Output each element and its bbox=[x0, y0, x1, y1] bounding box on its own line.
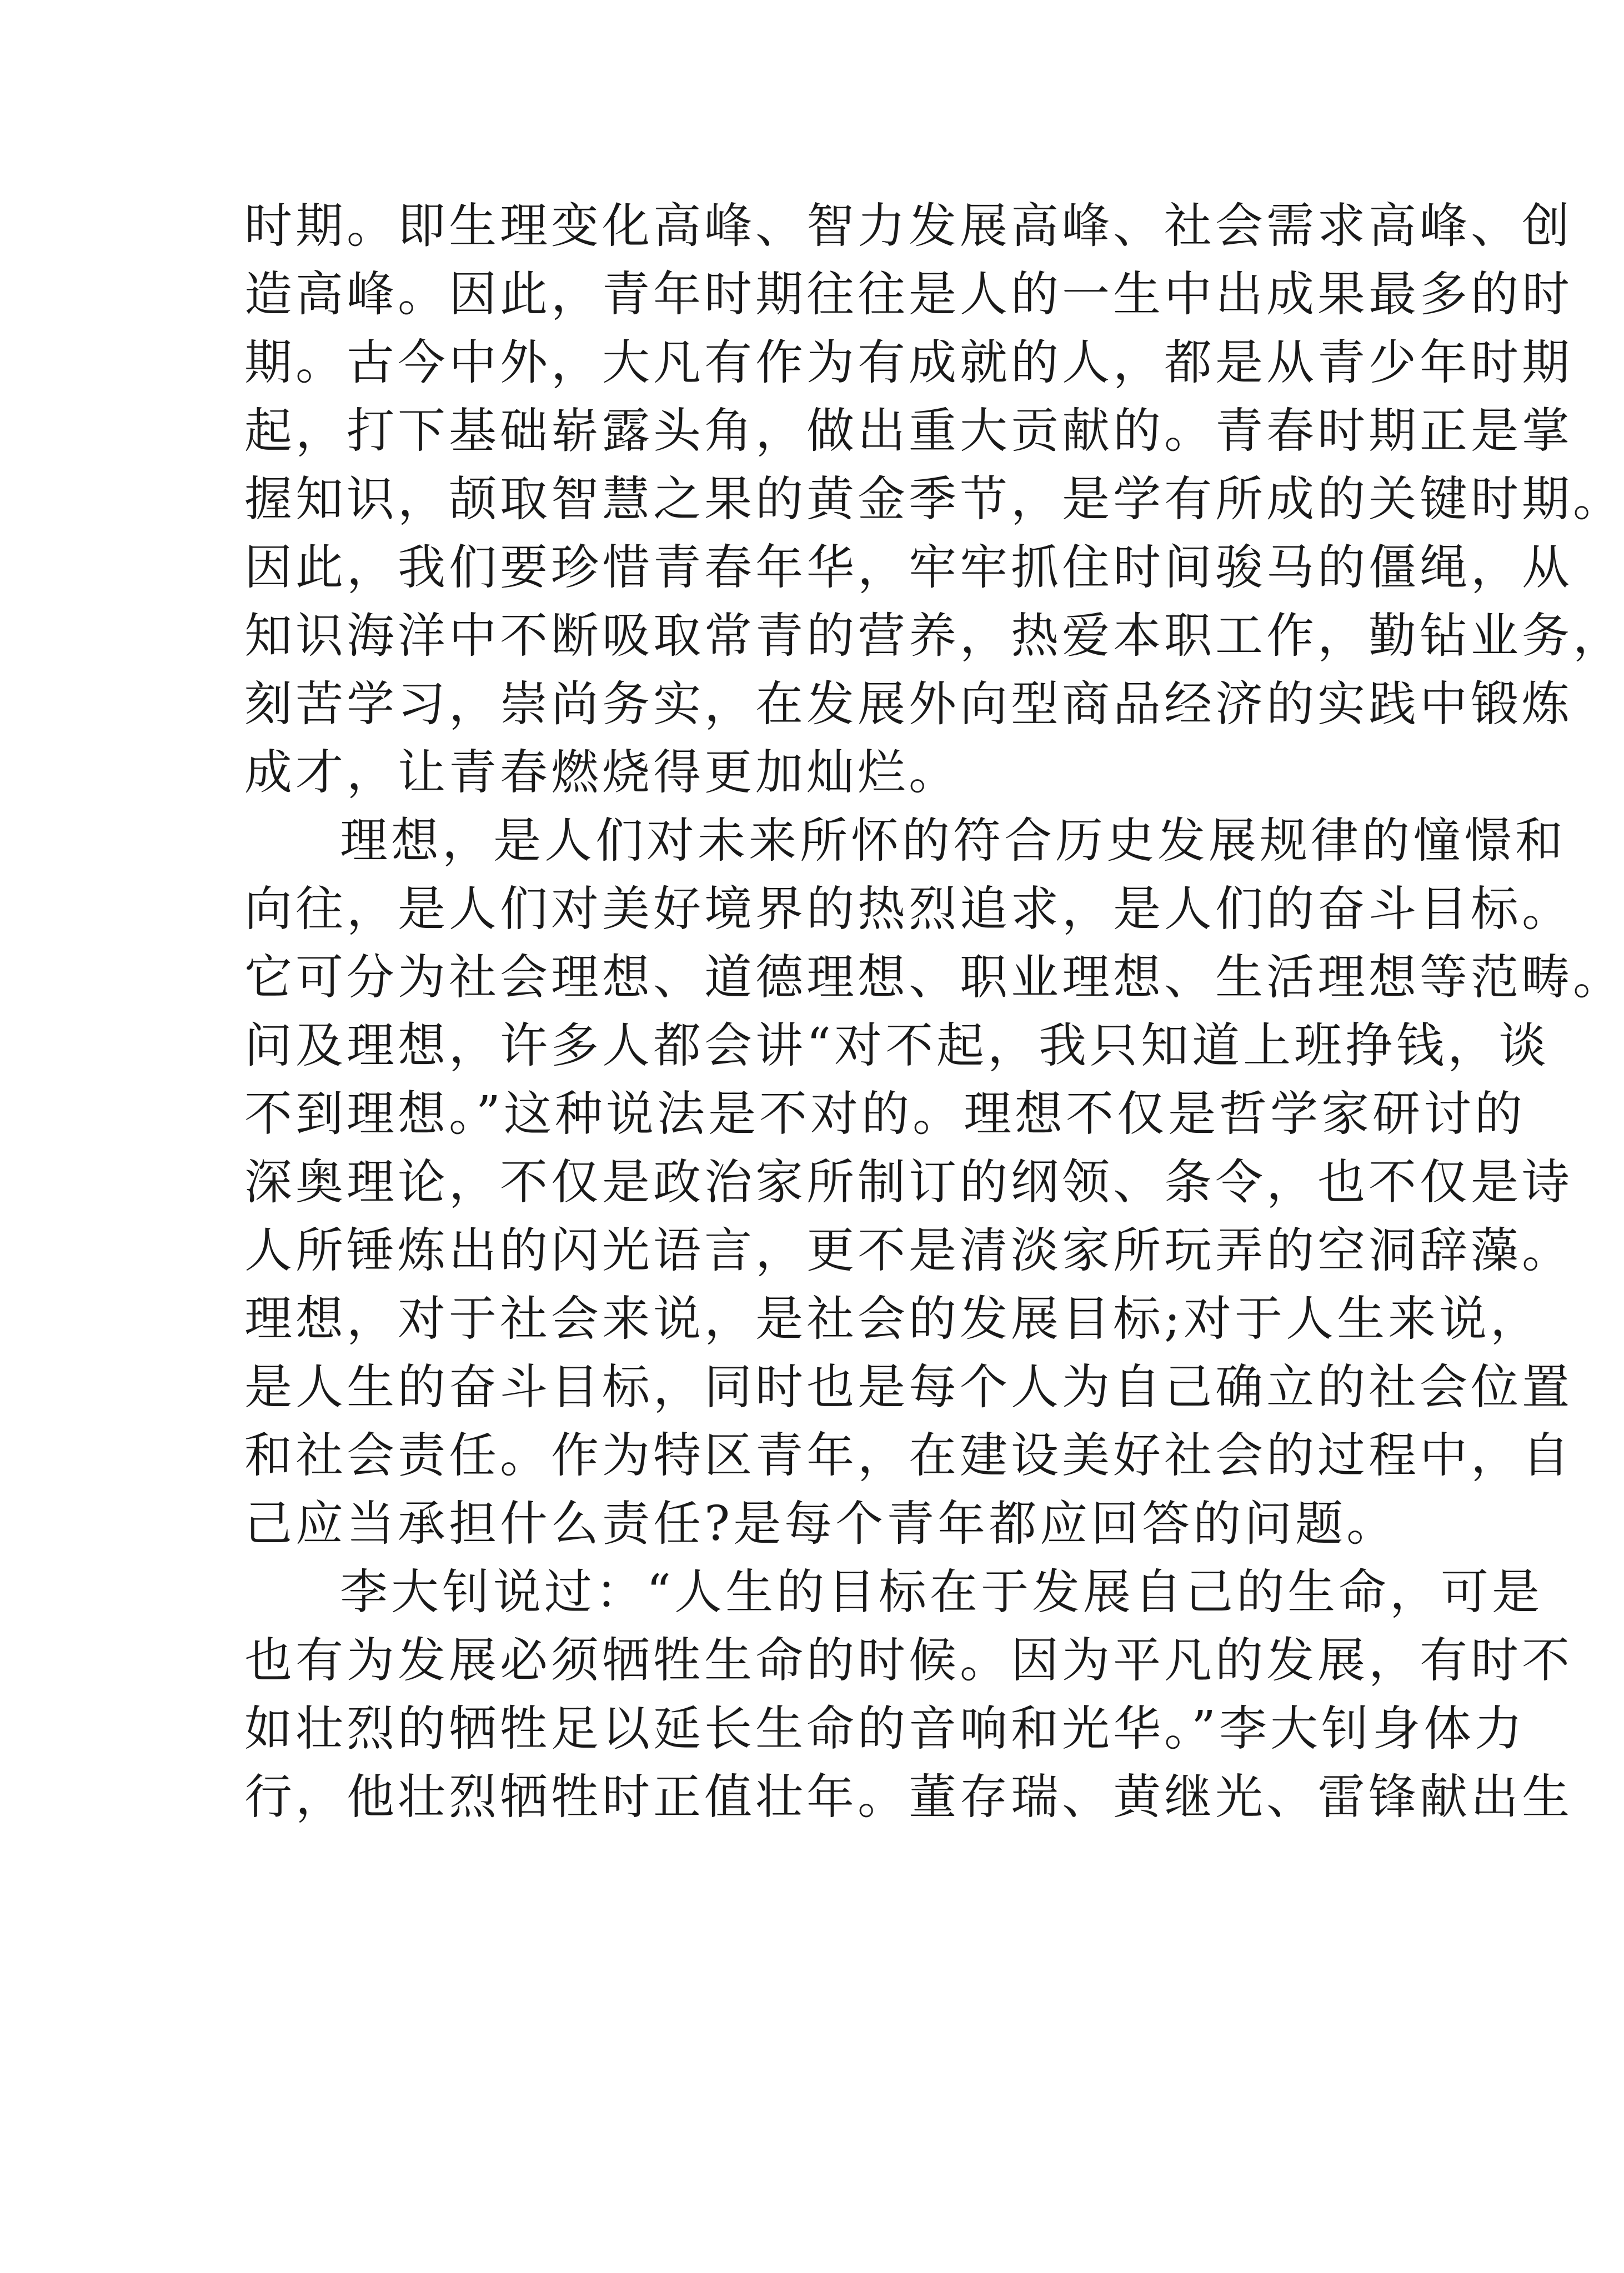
paragraph-first-line: 李大钊说过：“人生的目标在于发展自己的生命，可是 bbox=[340, 1564, 1543, 1620]
text-line: 问及理想，许多人都会讲“对不起，我只知道上班挣钱，谈 bbox=[244, 1018, 1550, 1073]
paragraph-first-line: 理想，是人们对未来所怀的符合历史发展规律的憧憬和 bbox=[340, 813, 1566, 869]
body-text bbox=[244, 192, 1624, 1832]
text-line: 因此，我们要珍惜青春年华，牢牢抓住时间骏马的僵绳，从 bbox=[244, 540, 1573, 595]
text-line: 深奥理论，不仅是政治家所制订的纲领、条令，也不仅是诗 bbox=[244, 1155, 1573, 1210]
text-line: 造高峰。因此，青年时期往往是人的一生中出成果最多的时 bbox=[244, 267, 1573, 322]
text-line: 理想，对于社会来说，是社会的发展目标;对于人生来说， bbox=[244, 1291, 1541, 1347]
text-line: 时期。即生理变化高峰、智力发展高峰、社会需求高峰、创 bbox=[244, 198, 1573, 254]
text-line: 知识海洋中不断吸取常青的营养，热爱本职工作，勤钻业务， bbox=[244, 608, 1624, 664]
text-line: 刻苦学习，崇尚务实，在发展外向型商品经济的实践中锻炼 bbox=[244, 676, 1573, 732]
text-line: 己应当承担什么责任?是每个青年都应回答的问题。 bbox=[244, 1496, 1398, 1552]
text-line: 它可分为社会理想、道德理想、职业理想、生活理想等范畴。 bbox=[244, 950, 1624, 1005]
text-line: 握知识，颉取智慧之果的黄金季节，是学有所成的关键时期。 bbox=[244, 471, 1624, 527]
text-line: 不到理想。”这种说法是不对的。理想不仅是哲学家研讨的 bbox=[244, 1086, 1526, 1142]
text-line: 行，他壮烈牺牲时正值壮年。董存瑞、黄继光、雷锋献出生 bbox=[244, 1769, 1573, 1825]
text-line: 期。古今中外，大凡有作为有成就的人，都是从青少年时期 bbox=[244, 335, 1573, 390]
text-line: 成才，让青春燃烧得更加灿烂。 bbox=[244, 745, 960, 800]
text-line: 也有为发展必须牺牲生命的时候。因为平凡的发展，有时不 bbox=[244, 1633, 1573, 1688]
text-line: 起，打下基础崭露头角，做出重大贡献的。青春时期正是掌 bbox=[244, 403, 1573, 459]
text-line: 如壮烈的牺牲足以延长生命的音响和光华。”李大钊身体力 bbox=[244, 1701, 1526, 1757]
text-line: 是人生的奋斗目标，同时也是每个人为自己确立的社会位置 bbox=[244, 1359, 1573, 1415]
text-line: 和社会责任。作为特区青年，在建设美好社会的过程中，自 bbox=[244, 1428, 1573, 1483]
text-line: 向往，是人们对美好境界的热烈追求，是人们的奋斗目标。 bbox=[244, 881, 1573, 937]
text-line: 人所锤炼出的闪光语言，更不是清淡家所玩弄的空洞辞藻。 bbox=[244, 1223, 1573, 1278]
